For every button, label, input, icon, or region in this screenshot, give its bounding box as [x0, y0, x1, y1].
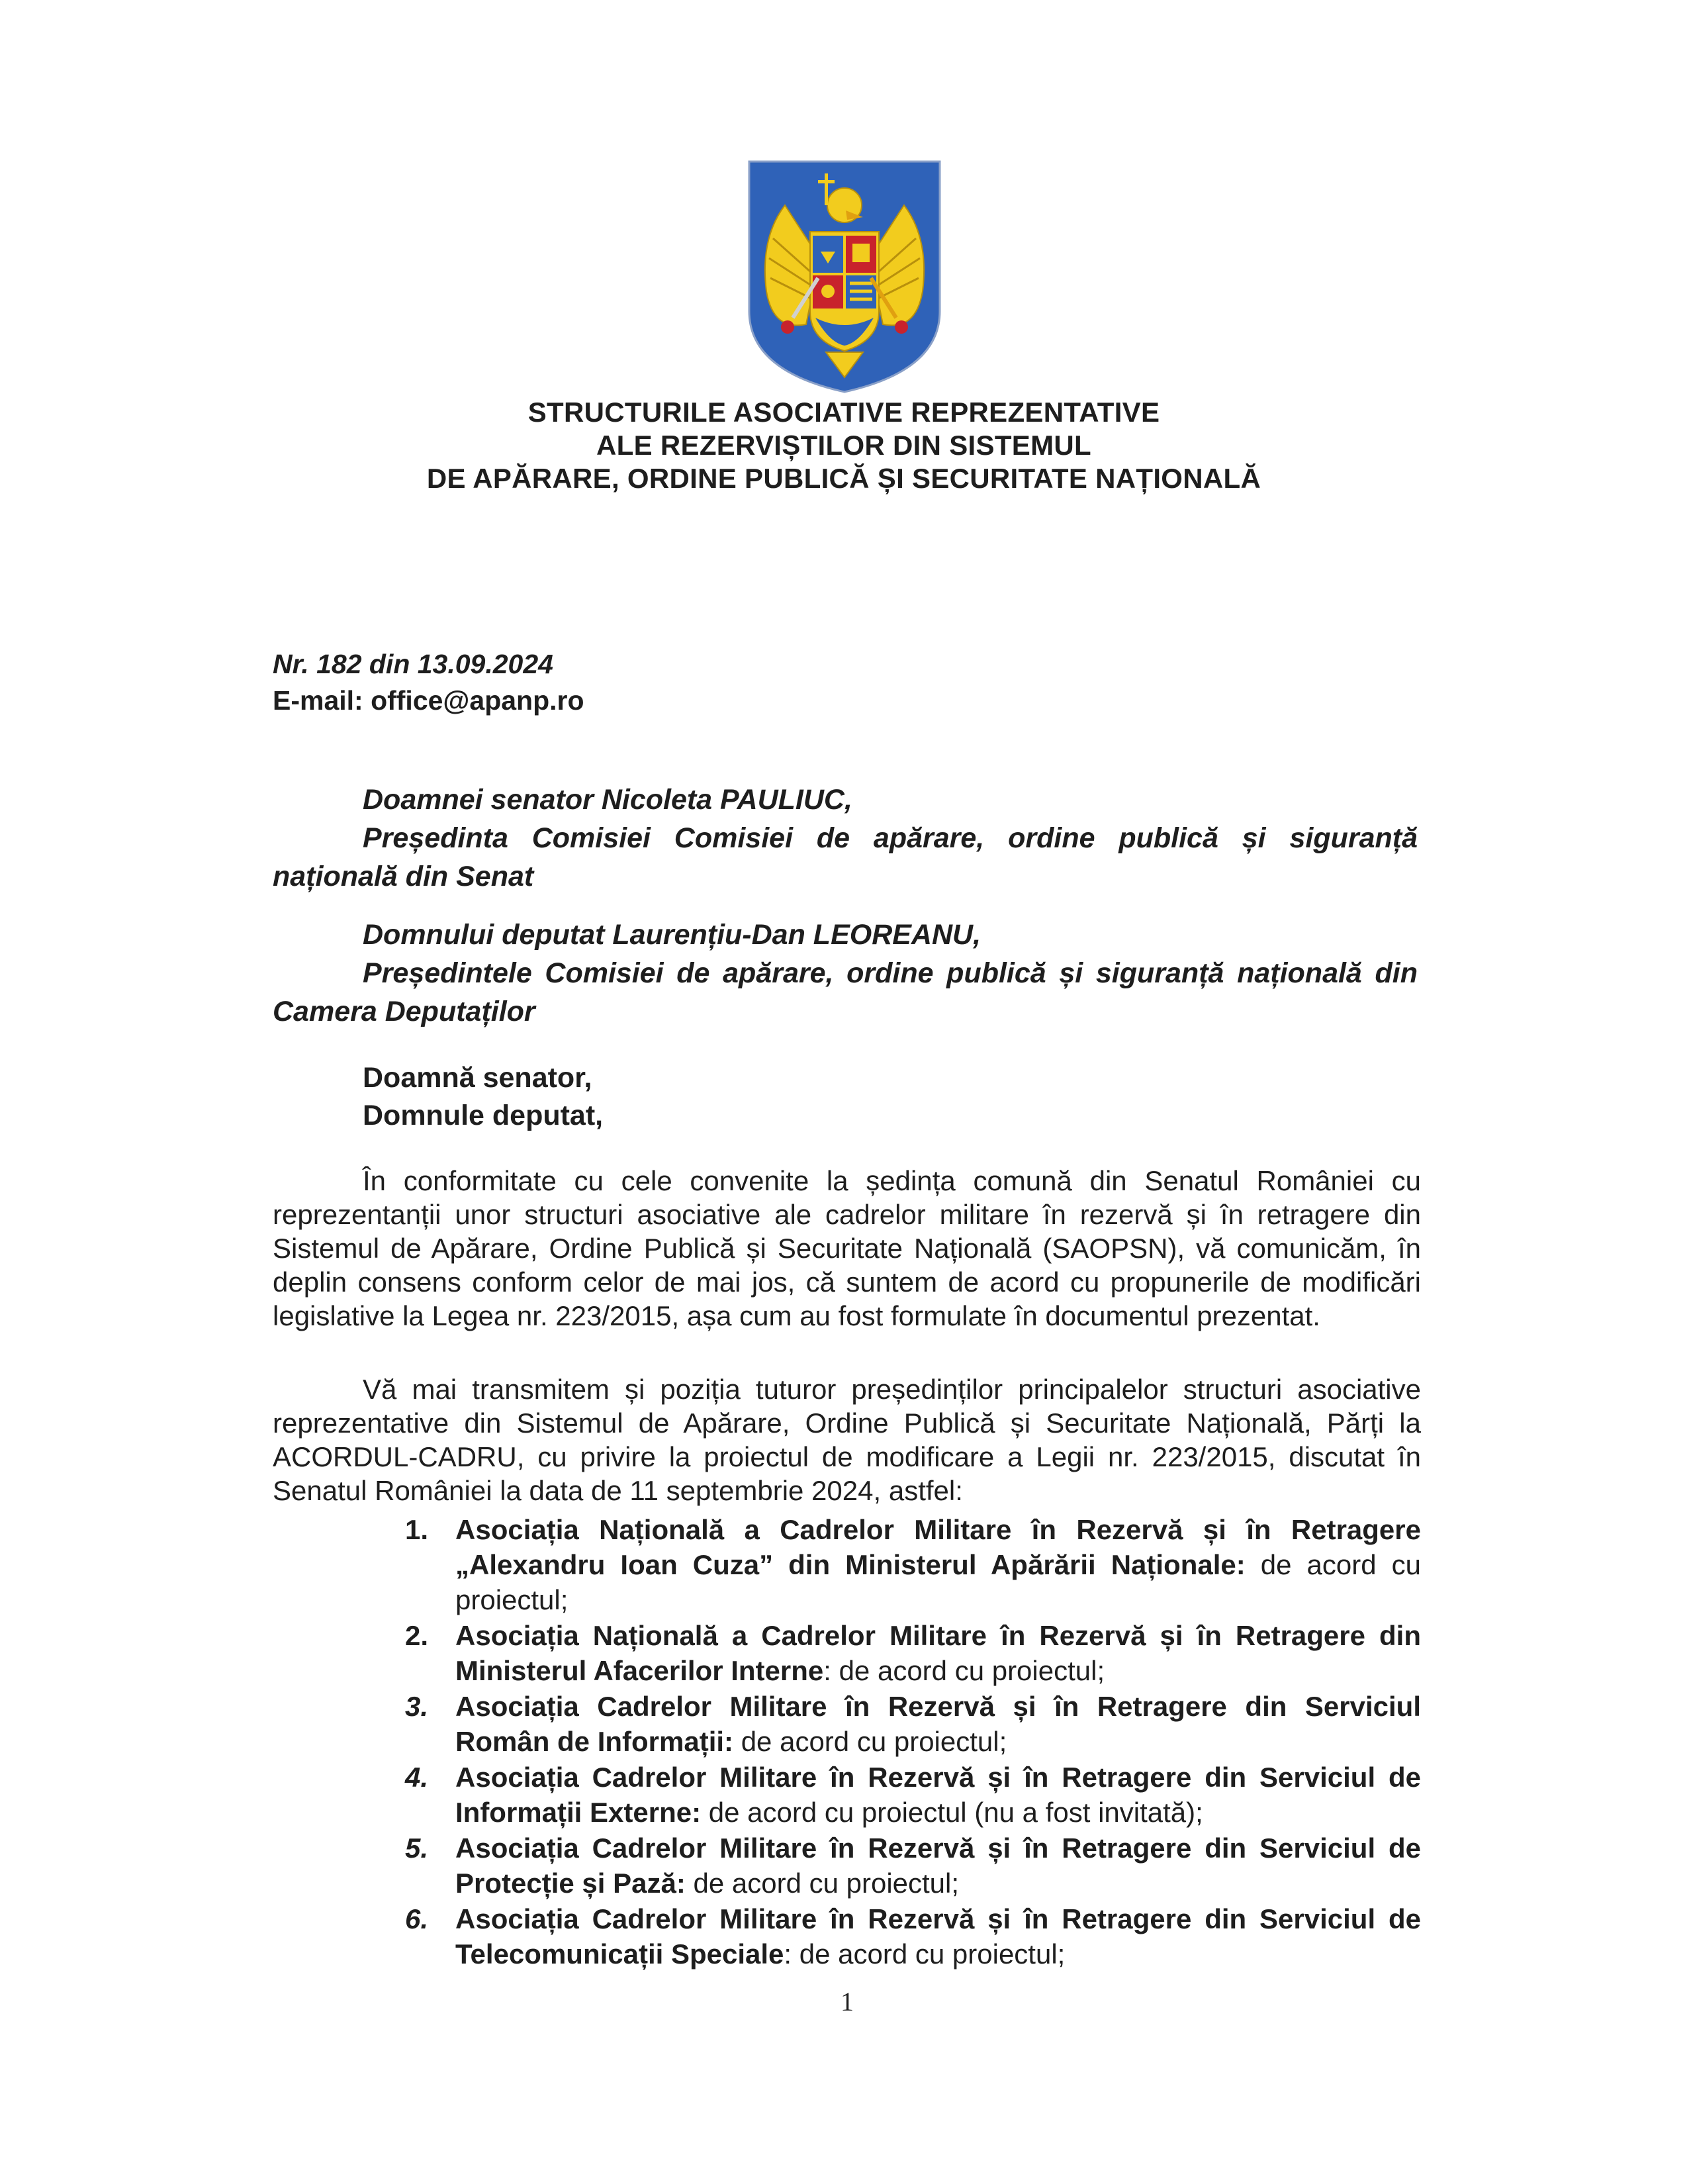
body-paragraph-2	[273, 1372, 1421, 1507]
list-item-number: 5.	[405, 1832, 429, 1864]
addressee-name: Doamnei senator Nicoleta PAULIUC,	[363, 784, 852, 816]
addressee-name: Domnului deputat Laurențiu-Dan LEOREANU,	[363, 919, 981, 951]
positions-list	[371, 1512, 1421, 1972]
registration-number: Nr. 182 din 13.09.2024	[273, 649, 553, 679]
letterhead-title	[199, 396, 1489, 495]
salutation	[363, 1059, 603, 1135]
list-item	[371, 1689, 1421, 1759]
organization-position: de acord cu proiectul;	[685, 1868, 960, 1899]
letterhead-line-3: DE APĂRARE, ORDINE PUBLICĂ ȘI SECURITATE NAȚIONALĂ	[426, 463, 1261, 494]
letterhead-line-2: ALE REZERVIȘTILOR DIN SISTEMUL	[596, 430, 1091, 461]
list-item-number: 1.	[405, 1514, 429, 1545]
addressee-role: Președintele Comisiei de apărare, ordine publică și siguranță națională din Camera Deputaților	[273, 957, 1418, 1027]
organization-name: Asociația Națională a Cadrelor Militare în Rezervă și în Retragere „Alexandru Ioan Cuza” din Ministerul Apărării Naționale:	[455, 1514, 1421, 1580]
organization-name: Asociația Cadrelor Militare în Rezervă și în Retragere din Serviciul de Protecție și Pază:	[455, 1832, 1421, 1899]
paragraph-text: Vă mai transmitem și poziția tuturor președinților principalelor structuri asociative reprezentative din Sistemul de Apărare, Ordine Publică și Securitate Națională, Părți la ACORDUL-CADRU, cu privire la proiectul de modificare a Legii nr. 223/2015, discutat în Senatul României la data de 11 septembrie 2024, astfel:	[273, 1374, 1421, 1506]
romania-coat-of-arms-icon	[747, 159, 942, 395]
salutation-line-2: Domnule deputat,	[363, 1100, 604, 1131]
page-number: 1	[841, 1987, 854, 2017]
organization-name: Asociația Națională a Cadrelor Militare în Rezervă și în Retragere din Ministerul Afacerilor Interne	[455, 1620, 1421, 1686]
organization-name: Asociația Cadrelor Militare în Rezervă și în Retragere din Serviciul de Informații Externe:	[455, 1762, 1421, 1828]
addressee-senator	[273, 781, 1418, 896]
list-item	[371, 1512, 1421, 1617]
list-item-number: 2.	[405, 1620, 429, 1651]
organization-name: Asociația Cadrelor Militare în Rezervă și în Retragere din Serviciul de Telecomunicații Speciale	[455, 1903, 1421, 1970]
list-item	[371, 1830, 1421, 1901]
list-item-number: 3.	[405, 1691, 429, 1722]
body-paragraph-1	[273, 1164, 1421, 1333]
list-item-number: 6.	[405, 1903, 429, 1934]
salutation-line-1: Doamnă senator,	[363, 1062, 592, 1094]
paragraph-text: În conformitate cu cele convenite la ședința comună din Senatul României cu reprezentanții unor structuri asociative ale cadrelor militare în rezervă și în retragere din Sistemul de Apărare, Ordine Publică și Securitate Națională (SAOPSN), vă comunicăm, în deplin consens conform celor de mai jos, că suntem de acord cu propunerile de modificări legislative la Legea nr. 223/2015, așa cum au fost formulate în documentul prezentat.	[273, 1165, 1421, 1331]
organization-position: de acord cu proiectul (nu a fost invitată);	[701, 1797, 1203, 1828]
reference-block	[273, 646, 584, 719]
letterhead-line-1: STRUCTURILE ASOCIATIVE REPREZENTATIVE	[527, 397, 1160, 428]
email-line: E-mail: office@apanp.ro	[273, 685, 584, 716]
list-item	[371, 1901, 1421, 1971]
list-item	[371, 1760, 1421, 1830]
organization-position: de acord cu proiectul;	[733, 1726, 1007, 1757]
list-item	[371, 1618, 1421, 1688]
organization-position: : de acord cu proiectul;	[784, 1938, 1066, 1970]
addressee-deputy	[273, 916, 1418, 1031]
list-item-number: 4.	[405, 1762, 429, 1793]
organization-name: Asociația Cadrelor Militare în Rezervă și în Retragere din Serviciul Român de Informații:	[455, 1691, 1421, 1757]
addressee-role: Președinta Comisiei Comisiei de apărare, ordine publică și siguranță națională din Senat	[273, 822, 1418, 892]
organization-position: : de acord cu proiectul;	[823, 1655, 1105, 1686]
organization-position: de acord cu proiectul;	[455, 1549, 1421, 1615]
